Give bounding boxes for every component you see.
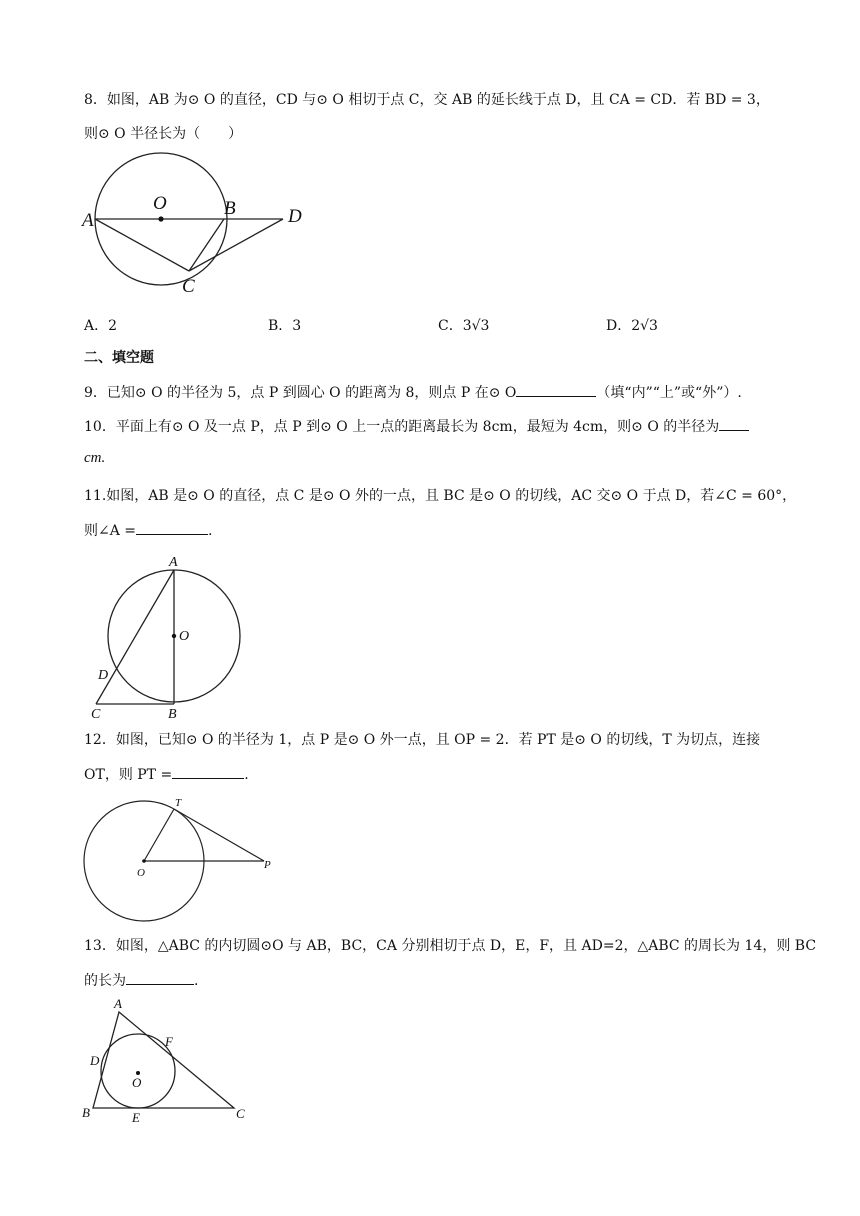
q8-label-b: B — [224, 198, 236, 219]
q8-choice-d: D．2√3 — [606, 318, 658, 334]
q13-answer-blank[interactable] — [126, 970, 194, 985]
q13-label-d: D — [90, 1053, 100, 1068]
q11-line1: 11.如图，AB 是⊙ O 的直径，点 C 是⊙ O 外的一点，且 BC 是⊙ O 的切线，AC 交⊙ O 于点 D，若∠C = 60°， — [84, 488, 797, 504]
q8-line1: 8．如图，AB 为⊙ O 的直径，CD 与⊙ O 相切于点 C，交 AB 的延长线于点 D，且 CA = CD．若 BD = 3， — [84, 92, 770, 108]
q13-label-f: F — [165, 1034, 173, 1049]
q11-prefix: 则∠A = — [84, 523, 137, 539]
q11-figure — [84, 552, 254, 722]
q10-line1 — [84, 416, 749, 437]
q13-line1: 13．如图，△ABC 的内切圆⊙O 与 AB，BC，CA 分别相切于点 D，E，F，且 AD=2，△ABC 的周长为 14，则 BC — [84, 938, 817, 954]
q12-label-o: O — [137, 867, 145, 879]
q8-choice-c: C．3√3 — [438, 318, 490, 334]
q8-choice-b: B．3 — [268, 318, 302, 334]
section-heading: 二、填空题 — [84, 350, 154, 366]
q13-tail: . — [194, 973, 199, 989]
q9-tail: （填“内”“上”或“外”）. — [596, 385, 742, 401]
q11-label-o: O — [179, 629, 190, 644]
q13-label-o: O — [132, 1075, 142, 1090]
q13-label-a: A — [114, 996, 122, 1011]
q12-prefix: OT，则 PT = — [84, 767, 173, 783]
q12-figure — [82, 795, 282, 925]
q12-label-t: T — [175, 797, 182, 809]
q13-label-e: E — [132, 1110, 140, 1125]
q11-tail: . — [208, 523, 213, 539]
q12-answer-blank[interactable] — [172, 764, 244, 779]
q8-label-d: D — [288, 206, 302, 227]
q12-tail: . — [244, 767, 249, 783]
q8-label-a: A — [82, 210, 94, 231]
q10-answer-blank[interactable] — [719, 416, 749, 431]
q12-label-p: P — [264, 859, 271, 871]
q13-prefix: 的长为 — [84, 973, 126, 989]
q10-line2: cm. — [84, 450, 106, 466]
q11-label-c: C — [91, 707, 101, 722]
q11-answer-blank[interactable] — [136, 520, 208, 535]
q11-label-a: A — [169, 555, 178, 570]
q11-line2 — [84, 520, 212, 541]
q9-answer-blank[interactable] — [516, 382, 596, 397]
q10-text: 10．平面上有⊙ O 及一点 P，点 P 到⊙ O 上一点的距离最长为 8cm，最短为 4cm，则⊙ O 的半径为 — [84, 419, 720, 435]
q13-label-b: B — [82, 1105, 90, 1120]
q9-line — [84, 382, 742, 403]
q11-label-d: D — [98, 668, 109, 683]
q8-choice-a: A．2 — [84, 318, 118, 334]
q13-label-c: C — [236, 1106, 245, 1121]
q11-label-b: B — [168, 707, 177, 722]
q9-text: 9．已知⊙ O 的半径为 5，点 P 到圆心 O 的距离为 8，则点 P 在⊙ O — [84, 385, 517, 401]
q12-line1: 12．如图，已知⊙ O 的半径为 1，点 P 是⊙ O 外一点，且 OP = 2．若 PT 是⊙ O 的切线，T 为切点，连接 — [84, 732, 761, 748]
q12-line2 — [84, 764, 249, 785]
q13-figure — [80, 996, 260, 1126]
q13-line2 — [84, 970, 198, 991]
q8-label-o: O — [153, 193, 167, 214]
q8-line2: 则⊙ O 半径长为（ ） — [84, 126, 243, 142]
q8-figure — [80, 150, 320, 300]
q8-label-c: C — [182, 276, 195, 297]
